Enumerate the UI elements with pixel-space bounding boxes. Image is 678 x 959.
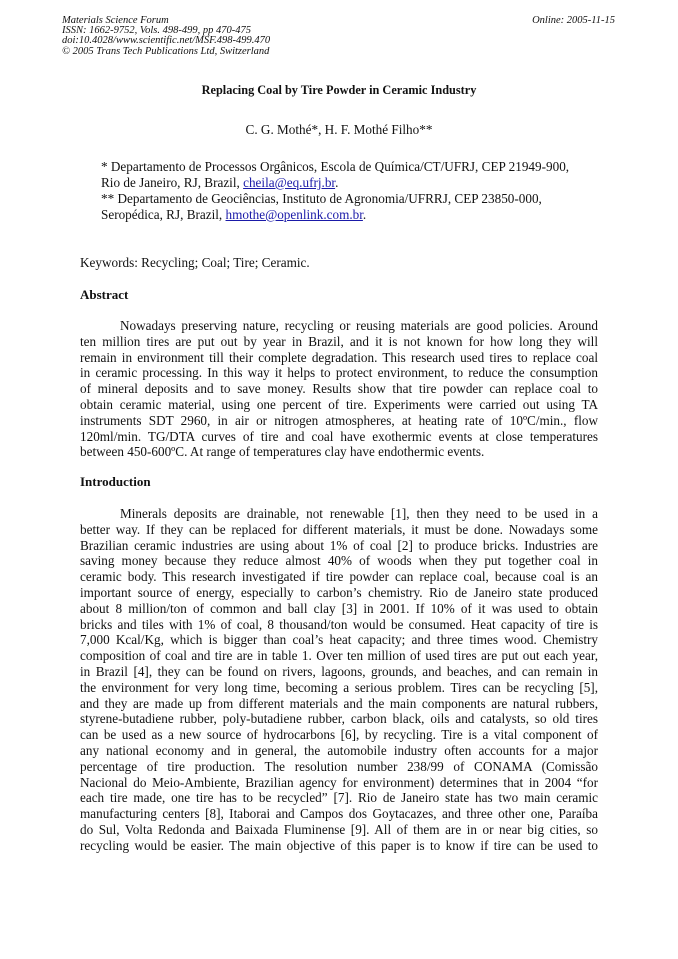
intro-line: saving money because they reduce almost 40% of woods when they put together coal in — [80, 553, 598, 569]
introduction-heading: Introduction — [80, 474, 151, 489]
intro-line: do Sul, Volta Redonda and Baixada Fluminense [9]. All of them are in or near big cities, so — [80, 821, 598, 837]
abstract-line: instruments SDT 2960, in air or nitrogen atmospheres, at heating rate of 10ºC/min., flow — [80, 412, 598, 428]
paper-title: Replacing Coal by Tire Powder in Ceramic Industry — [201, 83, 477, 97]
issn-line: ISSN: 1662-9752, Vols. 498-499, pp 470-475 — [62, 25, 251, 37]
abstract-line: Nowadays preserving nature, recycling or reusing materials are good policies. Around — [120, 318, 598, 333]
intro-line: Minerals deposits are drainable, not renewable [1], then they need to be used in a — [120, 506, 598, 521]
introduction-paragraph — [80, 506, 598, 854]
intro-line: in Brazil [4], they can be found on rivers, lagoons, grounds, and beaches, and can remain in — [80, 663, 598, 679]
intro-line: and they are made up from different materials and the main components are natural rubbers, — [80, 695, 598, 711]
intro-line: ceramic body. This research investigated if tire powder can replace coal, because coal is an — [80, 569, 598, 585]
intro-line: each tire made, one tire has to be recycled” [7]. Rio de Janeiro state has two main ceramic — [80, 790, 598, 806]
email-link-2[interactable]: hmothe@openlink.com.br — [225, 207, 363, 222]
abstract-line: between 450-600ºC. At range of temperatures clay have endothermic events. — [80, 444, 485, 460]
affiliations — [101, 159, 601, 223]
online-date: Online: 2005-11-15 — [532, 15, 615, 26]
affiliation-2-line-1: ** Departamento de Geociências, Instituto de Agronomia/UFRRJ, CEP 23850-000, — [101, 191, 542, 206]
affiliation-1-line-1: * Departamento de Processos Orgânicos, Escola de Química/CT/UFRJ, CEP 21949-900, — [101, 159, 570, 174]
abstract-line: 120ml/min. TG/DTA curves of tire and coal have exothermic events at close temperatures — [80, 428, 598, 444]
abstract-paragraph — [80, 318, 598, 460]
affiliation-1-period: . — [335, 175, 339, 190]
email-link-1[interactable]: cheila@eq.ufrj.br — [243, 175, 336, 190]
intro-line: 7,000 Kcal/Kg, which is bigger than coal’s heat capacity; and three times wood. Chemistry — [80, 632, 598, 648]
affiliation-1-line-2 — [101, 175, 601, 191]
affiliation-1-address: Rio de Janeiro, RJ, Brazil, — [101, 175, 244, 190]
intro-line: the environment for very long time, becoming a serious problem. Tires can be recycling [5], — [80, 679, 598, 695]
intro-line: Brazilian ceramic industries are using about 1% of coal [2] to produce bricks. Industries are — [80, 537, 598, 553]
intro-line: bricks and tiles with 1% of coal, 8 thousand/ton would be consumed. Heat capacity of tire is — [80, 616, 598, 632]
journal-name: Materials Science Forum — [62, 15, 169, 26]
intro-line: better way. If they can be replaced for different materials, it must be done. Nowadays some — [80, 521, 598, 537]
intro-line: Nacional do Meio-Ambiente, Brazilian agency for environment) determines that in 2004 “for — [80, 774, 598, 790]
intro-line: about 8 million/ton of common and ball clay [3] in 2001. If 10% of it was used to obtain — [80, 600, 598, 616]
intro-line: manufacturing centers [8], Itaborai and Campos dos Goytacazes, and three other one, Paraíba — [80, 806, 598, 822]
intro-line: important source of energy, especially to carbon’s chemistry. Rio de Janeiro state produced — [80, 584, 598, 600]
intro-line: recycling would be easier. The main objective of this paper is to know if tire can be used to — [80, 837, 598, 853]
copyright-line: © 2005 Trans Tech Publications Ltd, Switzerland — [62, 45, 270, 57]
doi-line: doi:10.4028/www.scientific.net/MSF.498-499.470 — [62, 35, 271, 47]
intro-line: percentage of tire production. The resolution number 238/99 of CONAMA (Comissão — [80, 758, 598, 774]
intro-line: styrene-butadiene rubber, poly-butadiene rubber, carbon black, oils and catalysts, so old tires — [80, 711, 598, 727]
abstract-heading: Abstract — [80, 287, 129, 302]
keywords: Keywords: Recycling; Coal; Tire; Ceramic. — [80, 255, 310, 270]
affiliation-2-line-2 — [101, 207, 601, 223]
intro-line: can be used as a new source of hydrocarbons [6], by recycling. Tire is a vital component of — [80, 727, 598, 743]
authors: C. G. Mothé*, H. F. Mothé Filho** — [245, 122, 433, 137]
journal-header — [62, 16, 270, 57]
affiliation-2-period: . — [362, 207, 367, 222]
abstract-line: in ceramic processing. In this way it helps to protect environment, to reduce the consumption — [80, 365, 598, 381]
abstract-line: ten million tires are put out by year in Brazil, and it is not known for how long they will — [80, 333, 598, 349]
abstract-line: remain in environment till their complete degradation. This research used tires to replace coal — [80, 349, 598, 365]
abstract-line: of mineral deposits and to save money. Results show that tire powder can replace coal to — [80, 381, 598, 397]
intro-line: composition of coal and tire are in table 1. Over ten million of used tires are put out each year, — [80, 648, 598, 664]
intro-line: any national economy and in general, the automobile industry often accounts for a major — [80, 742, 598, 758]
affiliation-2-address: Seropédica, RJ, Brazil, — [101, 207, 226, 222]
abstract-line: obtain ceramic material, using one percent of tire. Experiments were carried out using TA — [80, 396, 598, 412]
